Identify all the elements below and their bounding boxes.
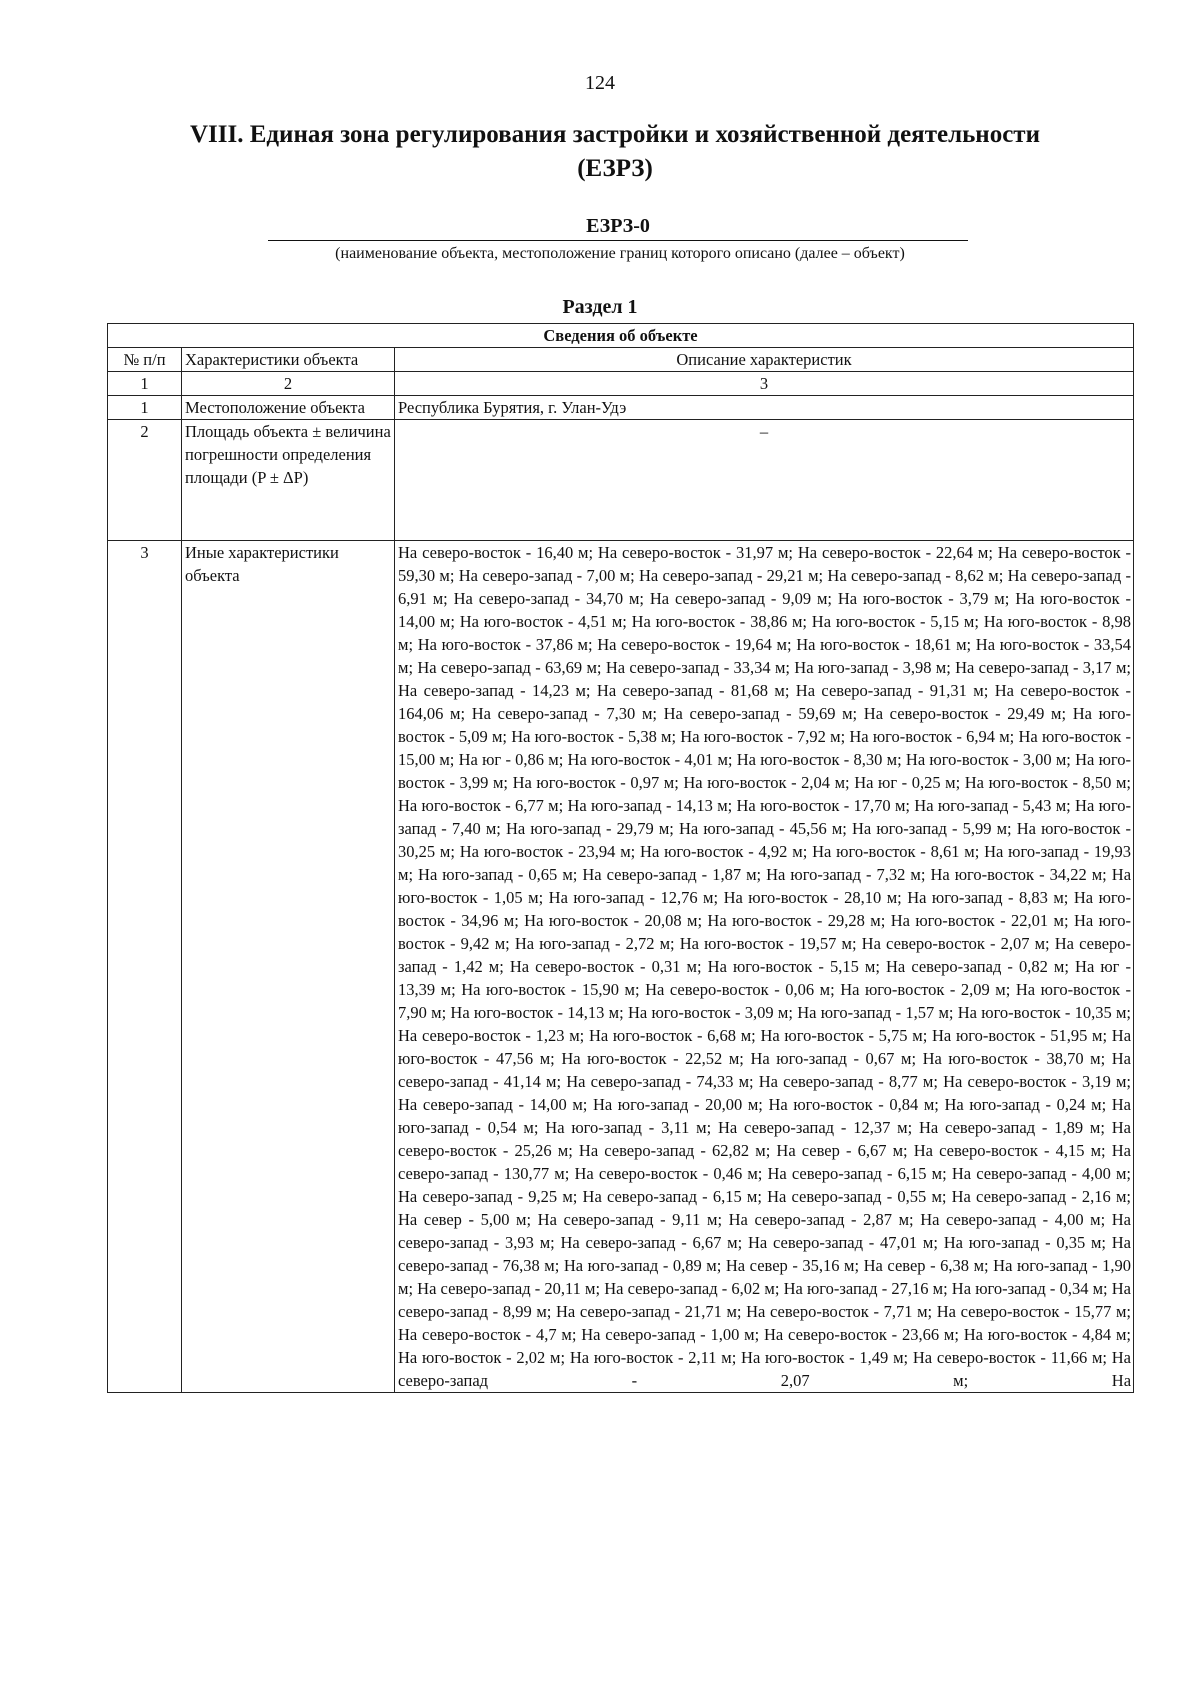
column-header-description: Описание характеристик bbox=[395, 348, 1134, 372]
row-number: 2 bbox=[108, 420, 182, 541]
row-number: 1 bbox=[108, 396, 182, 420]
column-index: 1 bbox=[108, 372, 182, 396]
row-description: На северо-восток - 16,40 м; На северо-восток - 31,97 м; На северо-восток - 22,64 м; На северо-восток - 59,30 м; На северо-запад - 7,00 м; На северо-запад - 29,21 м; На северо-запад - 8,62 м; На северо-запад - 6,91 м; На северо-запад - 34,70 м; На северо-запад - 9,09 м; На юго-восток - 3,79 м; На юго-восток - 14,00 м; На юго-восток - 4,51 м; На юго-восток - 38,86 м; На юго-восток - 5,15 м; На юго-восток - 8,98 м; На юго-восток - 37,86 м; На северо-восток - 19,64 м; На юго-восток - 18,61 м; На юго-восток - 33,54 м; На северо-запад - 63,69 м; На северо-запад - 33,34 м; На юго-запад - 3,98 м; На северо-запад - 3,17 м; На северо-запад - 14,23 м; На северо-запад - 81,68 м; На северо-запад - 91,31 м; На северо-восток - 164,06 м; На северо-запад - 7,30 м; На северо-запад - 59,69 м; На северо-восток - 29,49 м; На юго-восток - 5,09 м; На юго-восток - 5,38 м; На юго-восток - 7,92 м; На юго-восток - 6,94 м; На юго-восток - 15,00 м; На юг - 0,86 м; На юго-восток - 4,01 м; На юго-восток - 8,30 м; На юго-восток - 3,00 м; На юго-восток - 3,99 м; На юго-восток - 0,97 м; На юго-восток - 2,04 м; На юг - 0,25 м; На юго-восток - 8,50 м; На юго-восток - 6,77 м; На юго-запад - 14,13 м; На юго-восток - 17,70 м; На юго-запад - 5,43 м; На юго-запад - 7,40 м; На юго-запад - 29,79 м; На юго-запад - 45,56 м; На юго-запад - 5,99 м; На юго-восток - 30,25 м; На юго-восток - 23,94 м; На юго-восток - 4,92 м; На юго-восток - 8,61 м; На юго-запад - 19,93 м; На юго-запад - 0,65 м; На северо-запад - 1,87 м; На юго-запад - 7,32 м; На юго-восток - 34,22 м; На юго-восток - 1,05 м; На юго-запад - 12,76 м; На юго-восток - 28,10 м; На юго-запад - 8,83 м; На юго-восток - 34,96 м; На юго-восток - 20,08 м; На юго-восток - 29,28 м; На юго-восток - 22,01 м; На юго-восток - 9,42 м; На юго-запад - 2,72 м; На юго-восток - 19,57 м; На северо-восток - 2,07 м; На северо-запад - 1,42 м; На северо-восток - 0,31 м; На юго-восток - 5,15 м; На северо-запад - 0,82 м; На юг - 13,39 м; На юго-восток - 15,90 м; На северо-восток - 0,06 м; На юго-восток - 2,09 м; На юго-восток - 7,90 м; На юго-восток - 14,13 м; На юго-восток - 3,09 м; На юго-запад - 1,57 м; На юго-восток - 10,35 м; На северо-восток - 1,23 м; На юго-восток - 6,68 м; На юго-восток - 5,75 м; На юго-восток - 51,95 м; На юго-восток - 47,56 м; На юго-восток - 22,52 м; На юго-запад - 0,67 м; На юго-восток - 38,70 м; На северо-запад - 41,14 м; На северо-запад - 74,33 м; На северо-запад - 8,77 м; На северо-восток - 3,19 м; На северо-запад - 14,00 м; На юго-запад - 20,00 м; На юго-восток - 0,84 м; На юго-запад - 0,24 м; На юго-запад - 0,54 м; На юго-запад - 3,11 м; На северо-запад - 12,37 м; На северо-запад - 1,89 м; На северо-восток - 25,26 м; На северо-запад - 62,82 м; На север - 6,67 м; На северо-восток - 4,15 м; На северо-запад - 130,77 м; На северо-восток - 0,46 м; На северо-запад - 6,15 м; На северо-запад - 4,00 м; На северо-запад - 9,25 м; На северо-запад - 6,15 м; На северо-запад - 0,55 м; На северо-запад - 2,16 м; На север - 5,00 м; На северо-запад - 9,11 м; На северо-запад - 2,87 м; На северо-запад - 4,00 м; На северо-запад - 3,93 м; На северо-запад - 6,67 м; На северо-запад - 47,01 м; На юго-запад - 0,35 м; На северо-запад - 76,38 м; На юго-запад - 0,89 м; На север - 35,16 м; На север - 6,38 м; На юго-запад - 1,90 м; На северо-запад - 20,11 м; На северо-запад - 6,02 м; На юго-запад - 27,16 м; На юго-запад - 0,34 м; На северо-запад - 8,99 м; На северо-запад - 21,71 м; На северо-восток - 7,71 м; На северо-восток - 15,77 м; На северо-восток - 4,7 м; На северо-запад - 1,00 м; На северо-восток - 23,66 м; На юго-восток - 4,84 м; На юго-восток - 2,02 м; На юго-восток - 2,11 м; На юго-восток - 1,49 м; На северо-восток - 11,66 м; На северо-запад - 2,07 м; На bbox=[395, 541, 1134, 1393]
object-name: ЕЗРЗ-0 bbox=[268, 215, 968, 241]
column-header-characteristic: Характеристики объекта bbox=[182, 348, 395, 372]
table-row bbox=[108, 420, 1134, 541]
section-heading bbox=[100, 118, 1130, 186]
column-index: 3 bbox=[395, 372, 1134, 396]
column-index: 2 bbox=[182, 372, 395, 396]
table-header-row bbox=[108, 348, 1134, 372]
empty-value-dash: – bbox=[759, 422, 769, 441]
section-heading-line2: (ЕЗРЗ) bbox=[577, 155, 653, 182]
row-characteristic: Иные характеристики объекта bbox=[182, 541, 395, 1393]
row-description: Республика Бурятия, г. Улан-Удэ bbox=[395, 396, 1134, 420]
column-header-number: № п/п bbox=[108, 348, 182, 372]
object-name-caption: (наименование объекта, местоположение границ которого описано (далее – объект) bbox=[335, 245, 905, 262]
object-info-table bbox=[107, 323, 1134, 1393]
page-number: 124 bbox=[585, 72, 615, 94]
row-number: 3 bbox=[108, 541, 182, 1393]
row-characteristic: Местоположение объекта bbox=[182, 396, 395, 420]
row-characteristic: Площадь объекта ± величина погрешности определения площади (P ± ΔP) bbox=[182, 420, 395, 541]
section-title: Раздел 1 bbox=[562, 296, 638, 318]
column-index-row bbox=[108, 372, 1134, 396]
table-row bbox=[108, 541, 1134, 1393]
table-caption: Сведения об объекте bbox=[108, 324, 1134, 348]
section-heading-line1: VIII. Единая зона регулирования застройки и хозяйственной деятельности bbox=[189, 121, 1040, 148]
table-caption-row bbox=[108, 324, 1134, 348]
row-description bbox=[395, 420, 1134, 541]
table-row bbox=[108, 396, 1134, 420]
